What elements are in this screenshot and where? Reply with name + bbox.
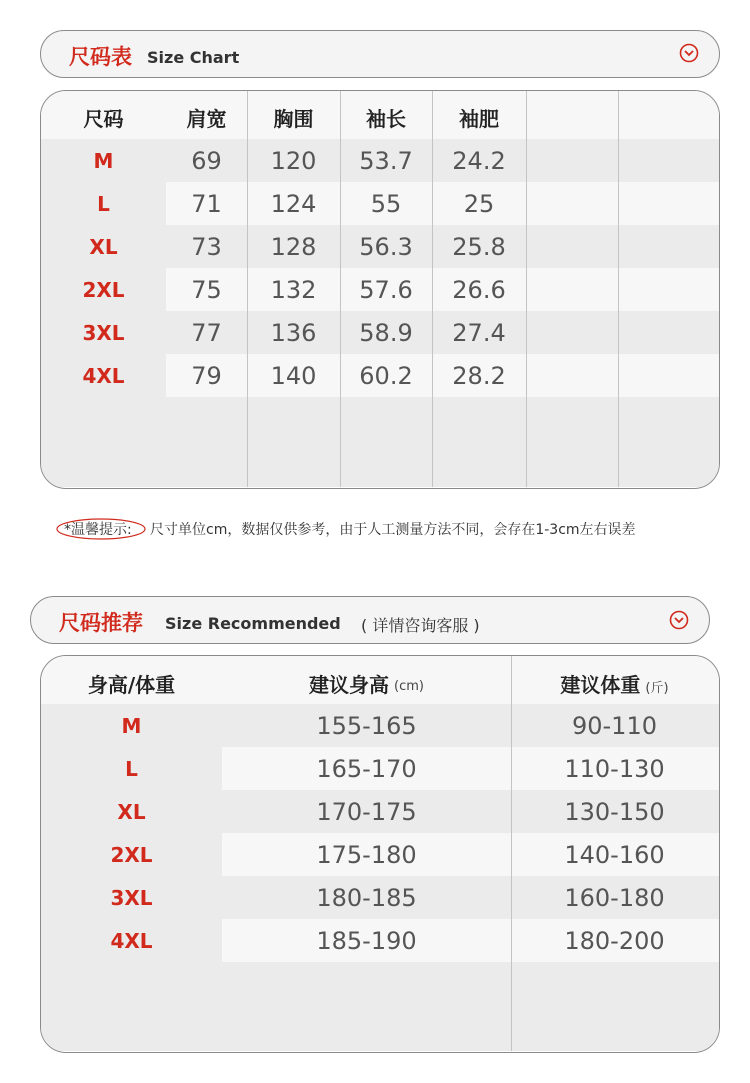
row-band xyxy=(41,1005,719,1051)
size-label: 4XL xyxy=(82,363,125,388)
range-cell: 160-180 xyxy=(564,883,665,912)
size-label: M xyxy=(93,148,114,173)
column-header-label: 身高/体重 xyxy=(87,672,176,697)
measurement-cell: 79 xyxy=(191,361,222,390)
column-header xyxy=(41,662,222,704)
column-header-unit: (cm) xyxy=(394,678,424,694)
column-header: 袖肥 xyxy=(459,106,499,131)
range-cell: 170-175 xyxy=(316,797,417,826)
range-cell: 130-150 xyxy=(564,797,665,826)
measurement-cell: 27.4 xyxy=(452,318,506,347)
measurement-cell: 25.8 xyxy=(452,232,506,261)
size-label: XL xyxy=(89,234,118,259)
measurement-cell: 71 xyxy=(191,189,222,218)
range-cell: 110-130 xyxy=(564,754,665,783)
size-label: 2XL xyxy=(110,842,153,867)
tip-text: 尺寸单位cm，数据仅供参考，由于人工测量方法不同，会存在1-3cm左右误差 xyxy=(150,522,636,538)
measurement-cell: 120 xyxy=(270,146,317,175)
chevron-down-icon[interactable] xyxy=(679,43,699,63)
measurement-cell: 136 xyxy=(270,318,317,347)
column-header-label: 建议体重 xyxy=(560,672,641,697)
size-recommended-banner[interactable] xyxy=(30,596,710,644)
measurement-cell: 26.6 xyxy=(452,275,506,304)
measurement-cell: 56.3 xyxy=(359,232,413,261)
measurement-cell: 57.6 xyxy=(359,275,413,304)
measurement-cell: 53.7 xyxy=(359,146,413,175)
column-header: 胸围 xyxy=(273,106,314,131)
measurement-cell: 24.2 xyxy=(452,146,506,175)
measurement-cell: 132 xyxy=(270,275,317,304)
size-chart-subtitle: Size Chart xyxy=(147,48,240,67)
column-header-unit: (斤) xyxy=(645,680,669,696)
measurement-cell: 140 xyxy=(270,361,317,390)
size-label: 4XL xyxy=(110,928,153,953)
column-divider xyxy=(526,91,527,487)
measurement-cell: 25 xyxy=(463,189,495,218)
measurement-cell: 60.2 xyxy=(359,361,413,390)
measurement-cell: 75 xyxy=(191,275,222,304)
size-recommended-note: ( 详情咨询客服 ) xyxy=(361,616,480,635)
column-header xyxy=(222,662,511,704)
range-cell: 175-180 xyxy=(316,840,417,869)
range-cell: 90-110 xyxy=(571,711,657,740)
size-chart-title: 尺码表 xyxy=(69,45,132,69)
range-cell: 185-190 xyxy=(316,926,417,955)
size-label: 3XL xyxy=(110,885,153,910)
size-chart-banner[interactable] xyxy=(40,30,720,78)
measurement-cell: 77 xyxy=(191,318,222,347)
range-cell: 180-200 xyxy=(564,926,665,955)
measurement-cell: 28.2 xyxy=(452,361,506,390)
measurement-cell: 73 xyxy=(191,232,222,261)
measurement-cell: 58.9 xyxy=(359,318,413,347)
chevron-down-icon[interactable] xyxy=(669,610,689,630)
size-label: M xyxy=(121,713,142,738)
range-cell: 155-165 xyxy=(316,711,417,740)
measurement-cell: 69 xyxy=(191,146,222,175)
size-recommended-subtitle: Size Recommended xyxy=(165,614,341,633)
size-label: L xyxy=(125,756,138,781)
column-header: 袖长 xyxy=(366,106,406,131)
column-header-label: 建议身高 xyxy=(309,672,390,697)
column-header xyxy=(511,662,718,704)
size-recommended-table xyxy=(40,655,720,1053)
size-label: XL xyxy=(117,799,146,824)
measurement-cell: 124 xyxy=(270,189,317,218)
range-cell: 140-160 xyxy=(564,840,665,869)
size-label: L xyxy=(97,191,110,216)
range-cell: 180-185 xyxy=(316,883,417,912)
column-header: 尺码 xyxy=(83,106,124,131)
size-label: 3XL xyxy=(82,320,125,345)
range-cell: 165-170 xyxy=(316,754,417,783)
tip-label: *温馨提示: xyxy=(64,522,132,538)
column-header: 肩宽 xyxy=(186,106,227,131)
size-chart-table xyxy=(40,90,720,489)
size-recommended-title: 尺码推荐 xyxy=(59,611,143,635)
column-divider xyxy=(618,91,619,487)
size-label: 2XL xyxy=(82,277,125,302)
measurement-cell: 128 xyxy=(270,232,317,261)
measurement-cell: 55 xyxy=(370,189,402,218)
